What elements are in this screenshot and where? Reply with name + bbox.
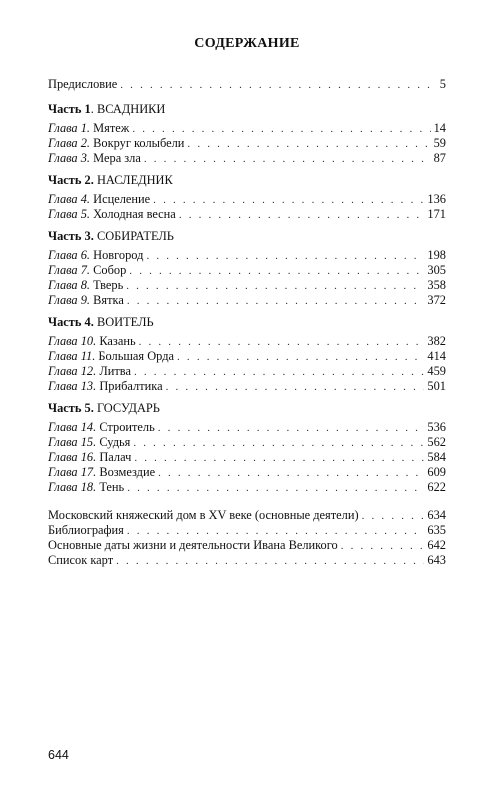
entry-page: 305: [427, 263, 446, 277]
entry-label: Предисловие: [48, 77, 118, 91]
entry-page: 609: [427, 465, 446, 479]
dot-leader: [144, 151, 431, 167]
entry-page: 14: [433, 121, 446, 135]
chapter-number: Глава 8.: [48, 278, 91, 292]
chapter-number: Глава 18.: [48, 480, 97, 494]
entry-page: 584: [427, 450, 446, 464]
entry-page: 459: [427, 364, 446, 378]
chapter-title: Исцеление: [93, 192, 151, 206]
entry-label: Список карт: [48, 553, 114, 567]
toc-entry-chapter[interactable]: [48, 135, 446, 151]
chapter-number: Глава 11.: [48, 349, 96, 363]
chapter-title: Тверь: [93, 278, 124, 292]
dot-leader: [120, 77, 437, 93]
chapter-number: Глава 2.: [48, 136, 91, 150]
entry-page: 198: [427, 248, 446, 262]
toc-entry-chapter[interactable]: [48, 348, 446, 364]
part-heading: Часть 3. СОБИРАТЕЛЬ: [48, 229, 174, 243]
chapter-title: Вокруг колыбели: [93, 136, 185, 150]
chapter-title: Возмездие: [99, 465, 156, 479]
toc-entry-chapter[interactable]: [48, 464, 446, 480]
toc-entry-chapter[interactable]: [48, 333, 446, 349]
toc-entry-appendix[interactable]: [48, 537, 446, 553]
part-heading: Часть 5. ГОСУДАРЬ: [48, 401, 160, 415]
chapter-number: Глава 17.: [48, 465, 97, 479]
toc-entry-chapter[interactable]: [48, 479, 446, 495]
entry-page: 562: [427, 435, 446, 449]
entry-page: 382: [427, 334, 446, 348]
entry-page: 634: [427, 508, 446, 522]
chapter-number: Глава 7.: [48, 263, 91, 277]
toc-entry-chapter[interactable]: [48, 120, 446, 136]
entry-page: 501: [427, 379, 446, 393]
dot-leader: [127, 480, 424, 496]
entry-page: 372: [427, 293, 446, 307]
toc-entry-preface[interactable]: [48, 76, 446, 92]
chapter-title: Палач: [99, 450, 132, 464]
chapter-title: Судья: [99, 435, 131, 449]
dot-leader: [116, 553, 424, 569]
entry-page: 643: [427, 553, 446, 567]
dot-leader: [166, 379, 425, 395]
entry-page: 622: [427, 480, 446, 494]
chapter-number: Глава 13.: [48, 379, 97, 393]
chapter-title: Собор: [93, 263, 127, 277]
entry-page: 136: [427, 192, 446, 206]
dot-leader: [127, 293, 425, 309]
chapter-number: Глава 12.: [48, 364, 97, 378]
entry-page: 358: [427, 278, 446, 292]
entry-page: 414: [427, 349, 446, 363]
toc-entry-chapter[interactable]: [48, 206, 446, 222]
chapter-title: Строитель: [99, 420, 155, 434]
chapter-number: Глава 4.: [48, 192, 91, 206]
chapter-number: Глава 3.: [48, 151, 91, 165]
toc-entry-appendix[interactable]: [48, 507, 446, 523]
chapter-number: Глава 14.: [48, 420, 97, 434]
chapter-title: Казань: [99, 334, 136, 348]
chapter-title: Вятка: [93, 293, 124, 307]
entry-page: 171: [427, 207, 446, 221]
chapter-title: Литва: [99, 364, 131, 378]
page-title: СОДЕРЖАНИЕ: [194, 36, 300, 51]
chapter-number: Глава 1.: [48, 121, 91, 135]
part-heading: Часть 4. ВОИТЕЛЬ: [48, 315, 154, 329]
toc-entry-chapter[interactable]: [48, 292, 446, 308]
entry-page: 642: [427, 538, 446, 552]
toc-entry-chapter[interactable]: [48, 419, 446, 435]
chapter-title: Холодная весна: [93, 207, 176, 221]
chapter-number: Глава 16.: [48, 450, 97, 464]
toc-entry-appendix[interactable]: [48, 522, 446, 538]
entry-page: 536: [427, 420, 446, 434]
toc-entry-chapter[interactable]: [48, 191, 446, 207]
toc-entry-chapter[interactable]: [48, 434, 446, 450]
chapter-title: Тень: [99, 480, 125, 494]
entry-page: 5: [439, 77, 446, 91]
chapter-title: Новгород: [93, 248, 144, 262]
toc-entry-chapter[interactable]: [48, 363, 446, 379]
chapter-number: Глава 6.: [48, 248, 91, 262]
chapter-number: Глава 10.: [48, 334, 97, 348]
chapter-title: Мера зла: [93, 151, 141, 165]
entry-page: 635: [427, 523, 446, 537]
dot-leader: [179, 207, 425, 223]
chapter-title: Большая Орда: [98, 349, 175, 363]
toc-entry-chapter[interactable]: [48, 150, 446, 166]
chapter-title: Мятеж: [93, 121, 130, 135]
chapter-number: Глава 9.: [48, 293, 91, 307]
page-number: 644: [48, 748, 69, 762]
chapter-number: Глава 5.: [48, 207, 91, 221]
toc-entry-chapter[interactable]: [48, 378, 446, 394]
toc-entry-chapter[interactable]: [48, 247, 446, 263]
entry-page: 87: [433, 151, 446, 165]
entry-label: Основные даты жизни и деятельности Ивана Великого: [48, 538, 338, 552]
entry-label: Московский княжеский дом в XV веке (основные деятели): [48, 508, 359, 522]
entry-page: 59: [433, 136, 446, 150]
toc-entry-chapter[interactable]: [48, 277, 446, 293]
part-heading: Часть 1. ВСАДНИКИ: [48, 102, 166, 116]
chapter-title: Прибалтика: [99, 379, 163, 393]
part-heading: Часть 2. НАСЛЕДНИК: [48, 173, 173, 187]
chapter-number: Глава 15.: [48, 435, 97, 449]
toc-entry-appendix[interactable]: [48, 552, 446, 568]
entry-label: Библиография: [48, 523, 124, 537]
toc-entry-chapter[interactable]: [48, 449, 446, 465]
toc-entry-chapter[interactable]: [48, 262, 446, 278]
